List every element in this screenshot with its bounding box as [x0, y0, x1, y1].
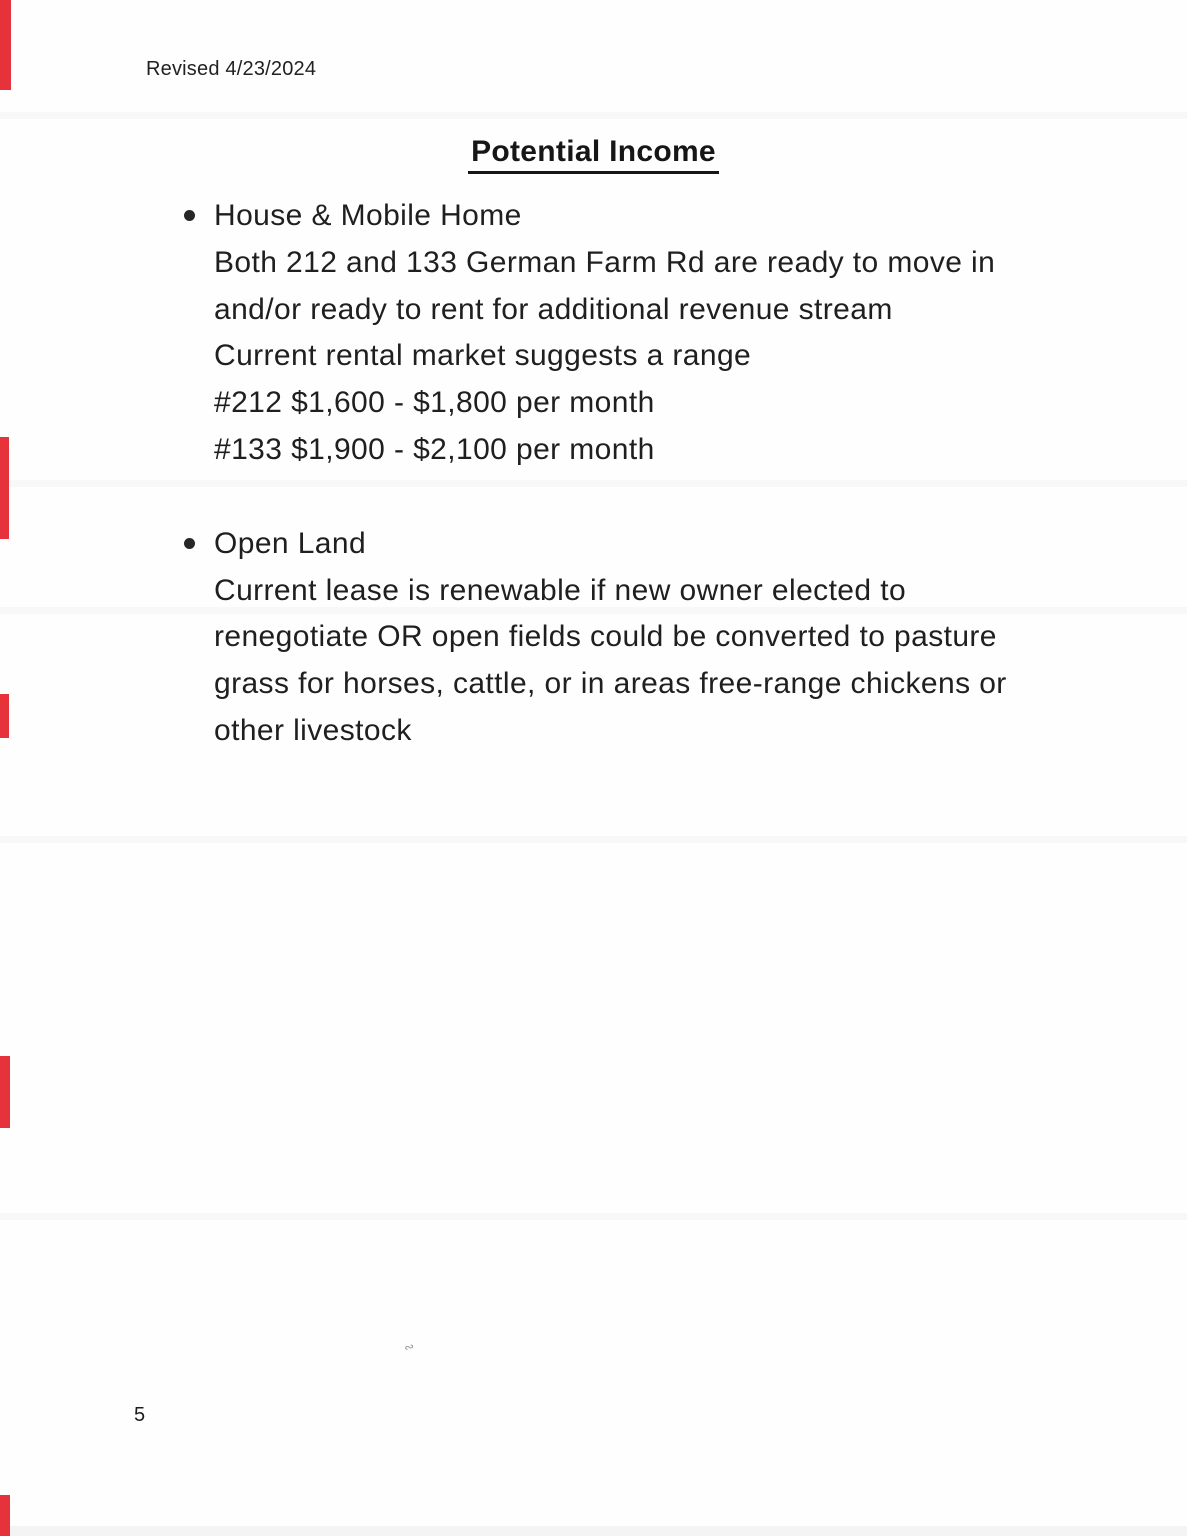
- red-edge-mark: [0, 1495, 10, 1536]
- scan-band: [0, 1213, 1187, 1220]
- page-title: Potential Income: [468, 135, 719, 174]
- paragraph-gap: [214, 474, 1097, 521]
- bullet-icon: [184, 210, 195, 221]
- text-line: other livestock: [214, 713, 412, 747]
- text-line: Current rental market suggests a range: [214, 339, 752, 373]
- bullet-list: [214, 193, 1097, 755]
- page-number: 5: [134, 1404, 146, 1426]
- scan-band: [0, 836, 1187, 843]
- bullet-heading: Open Land: [214, 526, 367, 560]
- scan-smudge: ∾: [402, 1338, 416, 1356]
- list-item-open-land: [214, 521, 1097, 755]
- scan-band: [0, 1526, 1187, 1536]
- bullet-heading: House & Mobile Home: [214, 199, 522, 232]
- text-line: Both 212 and 133 German Farm Rd are ready to move in: [214, 245, 996, 279]
- text-line: grass for horses, cattle, or in areas free-range chickens or: [214, 667, 1007, 701]
- text-line: #212 $1,600 - $1,800 per month: [214, 386, 655, 420]
- list-item-house-mobile-home: [214, 193, 1097, 474]
- revision-note: Revised 4/23/2024: [146, 58, 317, 80]
- text-line: renegotiate OR open fields could be converted to pasture: [214, 620, 997, 654]
- text-line: and/or ready to rent for additional revenue stream: [214, 292, 893, 326]
- title-row: [0, 135, 1187, 174]
- text-line: Current lease is renewable if new owner elected to: [214, 573, 907, 607]
- scan-band: [0, 112, 1187, 119]
- red-edge-mark: [0, 694, 9, 738]
- red-edge-mark: [0, 437, 9, 539]
- red-edge-mark: [0, 0, 11, 90]
- text-line: #133 $1,900 - $2,100 per month: [214, 432, 655, 466]
- bullet-icon: [184, 538, 195, 549]
- red-edge-mark: [0, 1056, 10, 1128]
